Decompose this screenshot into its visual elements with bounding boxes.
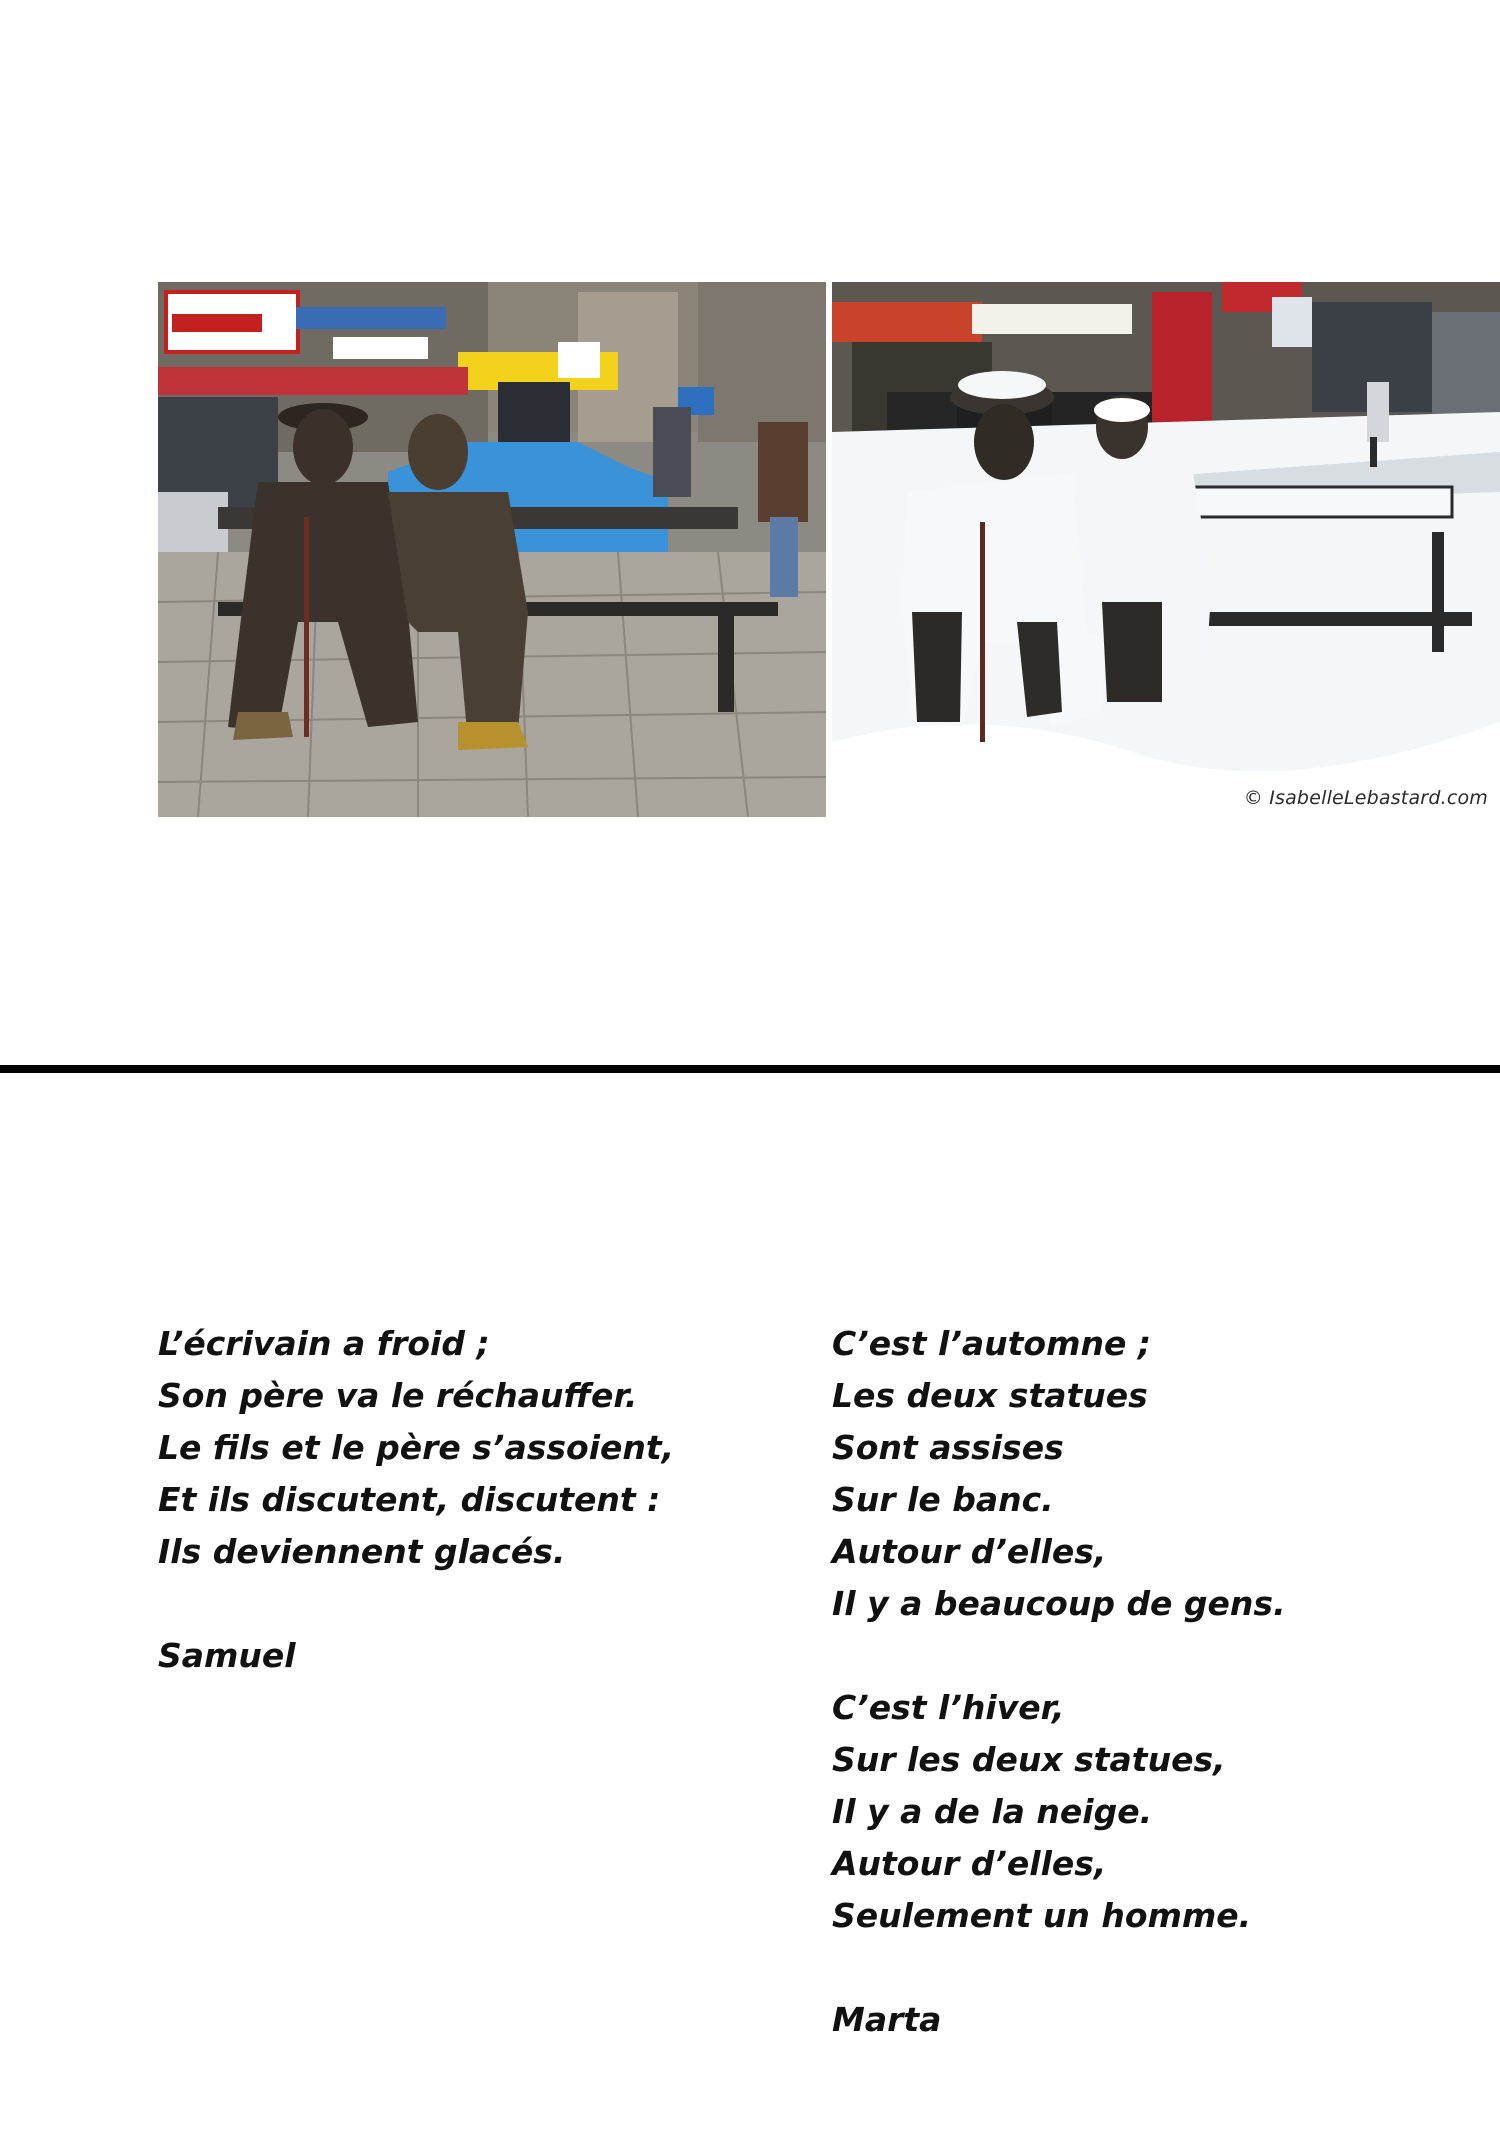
poem-line: Ils deviennent glacés. — [158, 1532, 566, 1571]
photo-autumn-statues — [158, 282, 826, 817]
poem-line: Autour d’elles, — [832, 1532, 1107, 1571]
poem-line: Seulement un homme. — [832, 1896, 1252, 1935]
poem-line: Et ils discutent, discutent : — [158, 1480, 661, 1519]
stanza-gap — [832, 1942, 1286, 1994]
poem-author: Marta — [832, 2000, 942, 2039]
poem-line: Sont assises — [832, 1428, 1064, 1467]
winter-photo-image — [832, 282, 1500, 817]
poem-line: Les deux statues — [832, 1376, 1148, 1415]
poem-line: C’est l’automne ; — [832, 1324, 1152, 1363]
poem-line: Sur le banc. — [832, 1480, 1054, 1519]
divider-rule — [0, 1065, 1500, 1073]
poem-line: Autour d’elles, — [832, 1844, 1107, 1883]
stanza-gap — [158, 1578, 674, 1630]
poem-line: Sur les deux statues, — [832, 1740, 1226, 1779]
poem-marta — [832, 1318, 1286, 2046]
poem-samuel — [158, 1318, 674, 1682]
stanza-gap — [832, 1630, 1286, 1682]
poem-line: Le fils et le père s’assoient, — [158, 1428, 675, 1467]
poem-line: Il y a de la neige. — [832, 1792, 1153, 1831]
photo-winter-statues — [832, 282, 1500, 817]
photo-credit: © IsabelleLebastard.com — [1243, 787, 1488, 809]
poem-line: Il y a beaucoup de gens. — [832, 1584, 1286, 1623]
poem-line: L’écrivain a froid ; — [158, 1324, 490, 1363]
autumn-photo-image — [158, 282, 826, 817]
poem-line: C’est l’hiver, — [832, 1688, 1065, 1727]
poem-line: Son père va le réchauffer. — [158, 1376, 638, 1415]
poem-author: Samuel — [158, 1636, 296, 1675]
